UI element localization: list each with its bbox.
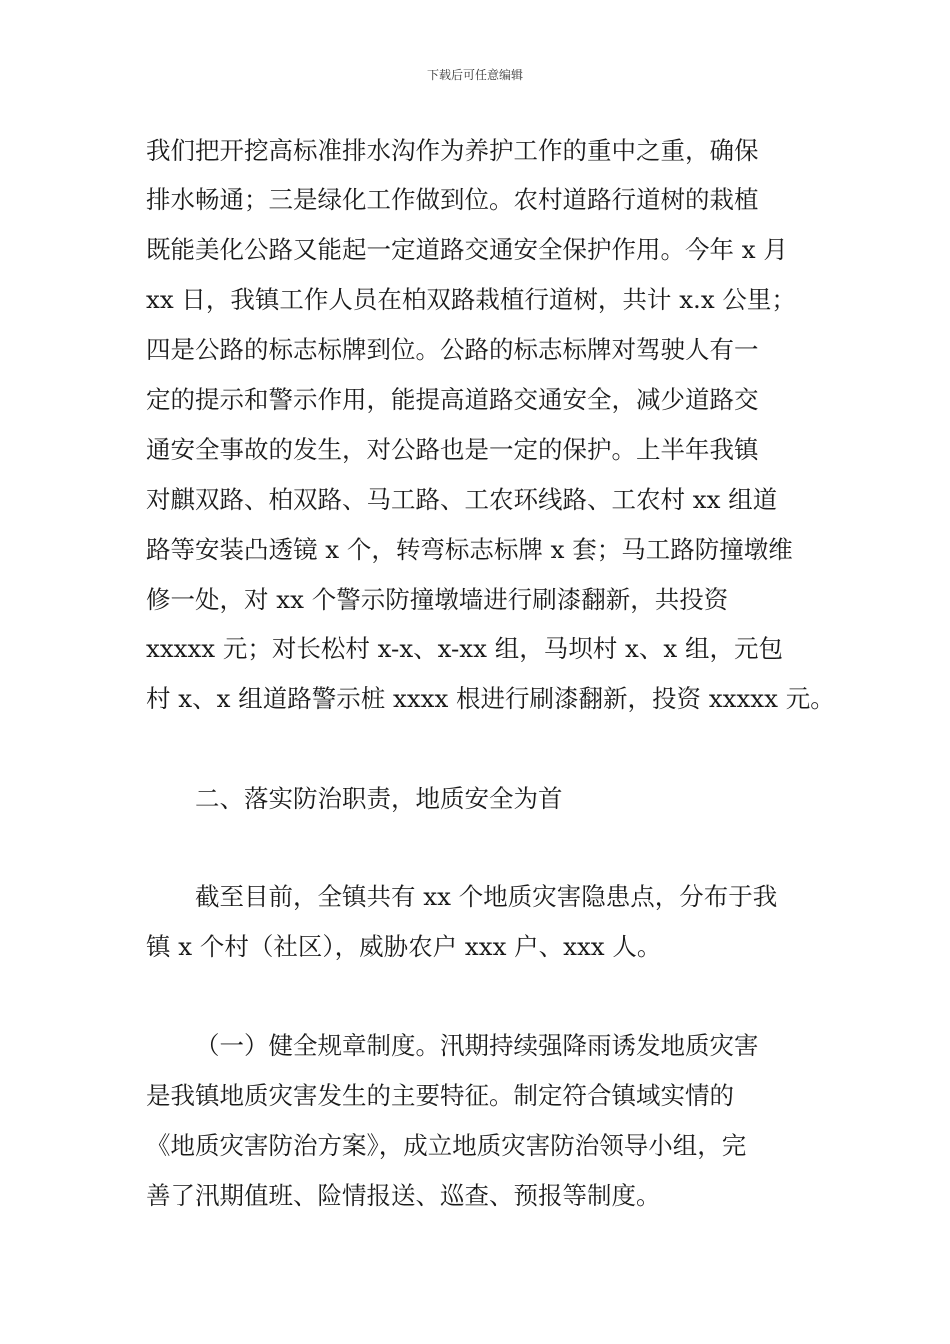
page-header: 下载后可任意编辑	[426, 68, 523, 82]
body-line: xx 日，我镇工作人员在柏双路栽植行道树，共计 x.x 公里；	[146, 285, 796, 314]
body-line: 通安全事故的发生，对公路也是一定的保护。上半年我镇	[146, 435, 759, 464]
body-line: 村 x、x 组道路警示桩 xxxx 根进行刷漆翻新，投资 xxxxx 元。	[146, 684, 835, 713]
body-line: 四是公路的标志标牌到位。公路的标志标牌对驾驶人有一	[146, 335, 759, 364]
body-line: 截至目前，全镇共有 xx 个地质灾害隐患点，分布于我	[195, 882, 778, 911]
body-line: （一）健全规章制度。汛期持续强降雨诱发地质灾害	[195, 1031, 759, 1060]
body-line: 镇 x 个村（社区），威胁农户 xxx 户、xxx 人。	[146, 932, 662, 961]
body-line: 我们把开挖高标准排水沟作为养护工作的重中之重，确保	[146, 136, 759, 165]
body-line: xxxxx 元；对长松村 x-x、x-xx 组，马坝村 x、x 组，元包	[146, 634, 783, 663]
body-line: 既能美化公路又能起一定道路交通安全保护作用。今年 x 月	[146, 235, 788, 264]
body-line: 路等安装凸透镜 x 个，转弯标志标牌 x 套；马工路防撞墩维	[146, 535, 793, 564]
body-line: 定的提示和警示作用，能提高道路交通安全，减少道路交	[146, 385, 759, 414]
body-line: 对麒双路、柏双路、马工路、工农环线路、工农村 xx 组道	[146, 485, 778, 514]
section-heading: 二、落实防治职责，地质安全为首	[195, 784, 563, 813]
body-line: 善了汛期值班、险情报送、巡查、预报等制度。	[146, 1181, 661, 1210]
body-line: 是我镇地质灾害发生的主要特征。制定符合镇域实情的	[146, 1081, 734, 1110]
body-line: 修一处，对 xx 个警示防撞墩墙进行刷漆翻新，共投资	[146, 585, 729, 614]
body-line: 排水畅通；三是绿化工作做到位。农村道路行道树的栽植	[146, 185, 759, 214]
body-line: 《地质灾害防治方案》，成立地质灾害防治领导小组，完	[146, 1131, 747, 1160]
